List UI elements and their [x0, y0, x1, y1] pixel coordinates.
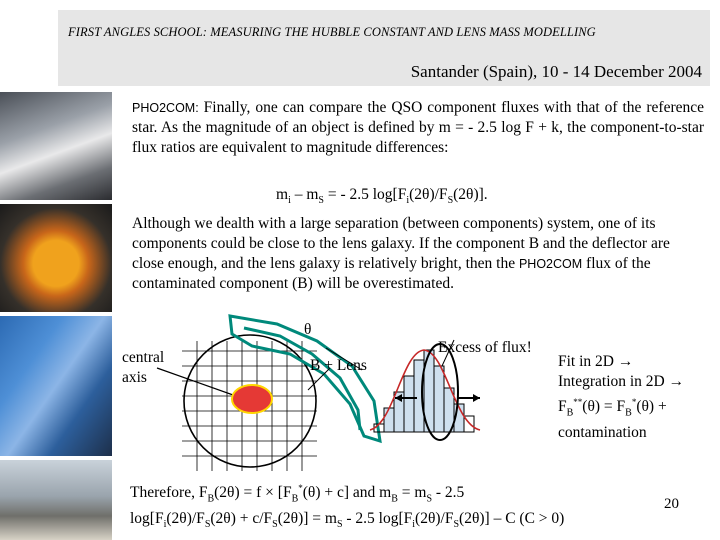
page-number: 20 — [664, 496, 679, 512]
eq-m: m — [276, 186, 289, 203]
paragraph-intro-text: Finally, one can compare the QSO component fluxes with that of the reference star. As the magnitude of an object is defined by m = - 2.5 log F + k, the component-to-star flux ratios are equivalent to magnitude differences: — [132, 99, 704, 156]
arrow-right-head — [473, 394, 480, 402]
excess-flux-label: Excess of flux! — [438, 339, 532, 356]
th-h: = m — [397, 484, 427, 502]
th-a: Therefore, F — [130, 484, 208, 502]
telescope-photo-2 — [0, 204, 112, 312]
header-banner — [58, 10, 710, 86]
th-s: - 2.5 log[F — [342, 510, 413, 528]
th-b: B — [207, 493, 215, 505]
eq-arg: (2θ)/F — [409, 186, 448, 203]
paragraph-intro — [132, 98, 704, 158]
eq-body: = - 2.5 log[F — [323, 186, 407, 203]
th-l: i — [163, 519, 167, 531]
fit-sup-star: * — [631, 397, 637, 407]
th-f: (θ) + c] and m — [302, 484, 392, 502]
th-d: B — [291, 493, 299, 505]
paragraph-contamination-tail: flux of the contaminated component (B) will be overestimated. — [132, 255, 651, 292]
th-k: log[F — [130, 510, 164, 528]
th-p: S — [272, 519, 278, 531]
eq-sub-s: S — [318, 195, 324, 207]
fit-line-1: Fit in 2D → — [558, 353, 634, 370]
fit-f: F — [558, 398, 567, 416]
conclusion — [130, 478, 670, 535]
eq-end: (2θ)]. — [453, 186, 488, 203]
telescope-photo-3 — [0, 316, 112, 456]
th-q: (2θ)] = m — [277, 510, 337, 528]
fit-line-4: contamination — [558, 424, 647, 442]
paragraph-contamination-text: Although we dealth with a large separation (between components) system, one of its components could be close to the lens galaxy. If the component B and the deflector are close enough, and the lens galaxy is relatively bright, then the — [132, 215, 670, 272]
header-subtitle: Santander (Spain), 10 - 14 December 2004 — [410, 62, 702, 81]
eq-sub-i: i — [288, 195, 291, 207]
central-axis-label: central axis — [122, 349, 165, 386]
th-r: S — [336, 519, 343, 531]
fit-end: (θ) + — [636, 398, 667, 416]
th-t: i — [412, 519, 416, 531]
eq-sub-i2: i — [406, 195, 410, 207]
bright-component — [232, 385, 272, 413]
magnitude-equation — [276, 185, 488, 211]
pho2com-tag: PHO2COM: — [132, 101, 199, 115]
flux-histogram — [374, 350, 474, 432]
th-m: (2θ)/F — [166, 510, 205, 528]
header-title: FIRST ANGLES SCHOOL: MEASURING THE HUBBLE CONSTANT AND LENS MASS MODELLING — [68, 25, 596, 39]
fit-sub-b: B — [566, 407, 574, 419]
fit-line-3 — [558, 392, 708, 423]
paragraph-contamination — [132, 214, 704, 294]
b-lens-label: B + Lens — [310, 357, 367, 374]
th-v: S — [453, 519, 460, 531]
photo-sidebar — [0, 92, 112, 540]
fit-sub-b2: B — [625, 407, 632, 419]
eq-minus: – m — [290, 186, 319, 203]
th-g: B — [391, 493, 398, 505]
fit-steps — [558, 352, 708, 443]
th-w: (2θ)] – C (C > 0) — [459, 510, 565, 528]
fit-sup-2star: ** — [573, 397, 583, 407]
th-e: * — [298, 483, 303, 493]
eq-sub-s2: S — [447, 195, 454, 207]
th-i: S — [426, 493, 433, 505]
fit-line-2: Integration in 2D → — [558, 373, 685, 390]
observatory-photo — [0, 460, 112, 540]
telescope-photo-1 — [0, 92, 112, 200]
th-n: S — [204, 519, 211, 531]
theta-label: θ — [304, 321, 312, 338]
fit-mid: (θ) = F — [582, 398, 626, 416]
th-u: (2θ)/F — [415, 510, 454, 528]
pho2com-tag-2: PHO2COM — [518, 257, 583, 271]
th-o: (2θ) + c/F — [210, 510, 273, 528]
th-c: (2θ) = f × [F — [214, 484, 292, 502]
th-j: - 2.5 — [432, 484, 465, 502]
